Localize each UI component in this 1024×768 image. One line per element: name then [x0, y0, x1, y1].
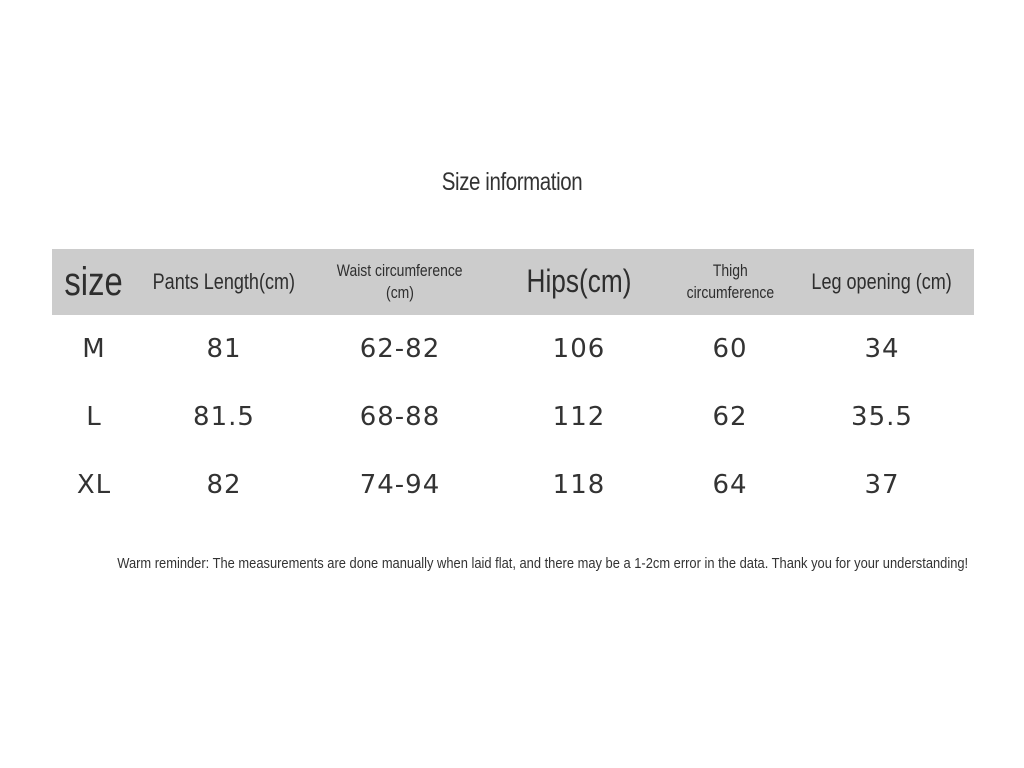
header-size: size [64, 260, 124, 304]
cell-leg-opening: 34 [864, 334, 900, 364]
table-body [52, 315, 974, 519]
table-row [52, 315, 974, 383]
cell-hips: 106 [552, 334, 606, 364]
cell-size: XL [76, 470, 112, 500]
table-row [52, 451, 974, 519]
cell-leg-opening: 35.5 [851, 402, 913, 432]
cell-thigh: 64 [712, 470, 748, 500]
header-leg-opening: Leg opening (cm) [811, 268, 953, 294]
cell-hips: 118 [552, 470, 606, 500]
cell-waist: 62-82 [359, 334, 441, 364]
cell-size: L [86, 402, 102, 432]
cell-pants-length: 81.5 [193, 402, 255, 432]
warm-reminder-note: Warm reminder: The measurements are done manually when laid flat, and there may be a 1-2cm error in the data. Thank you for your understanding! [117, 555, 969, 572]
table-row [52, 383, 974, 451]
header-hips: Hips(cm) [526, 263, 632, 300]
cell-leg-opening: 37 [864, 470, 900, 500]
page-title: Size information [441, 168, 583, 196]
header-waist: Waist circumference (cm) [337, 261, 463, 302]
cell-hips: 112 [552, 402, 606, 432]
cell-pants-length: 82 [206, 470, 242, 500]
cell-waist: 74-94 [359, 470, 441, 500]
table-header [52, 249, 974, 315]
cell-thigh: 60 [712, 334, 748, 364]
header-thigh: Thigh circumference [686, 261, 774, 302]
header-pants-length: Pants Length(cm) [152, 268, 296, 294]
cell-pants-length: 81 [206, 334, 242, 364]
size-table [52, 249, 974, 519]
cell-waist: 68-88 [359, 402, 441, 432]
cell-thigh: 62 [712, 402, 748, 432]
cell-size: M [82, 334, 106, 364]
